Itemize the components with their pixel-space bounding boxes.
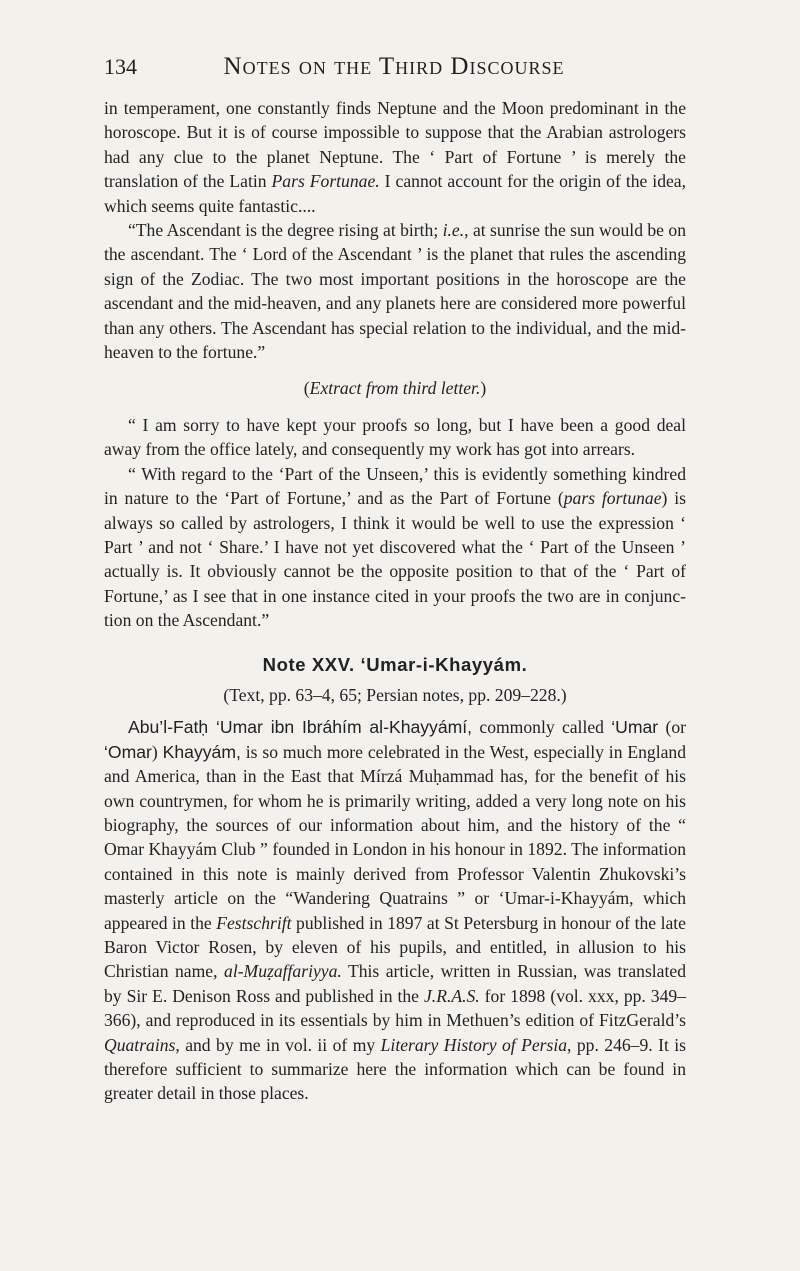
paragraph-part-of-unseen: “ With regard to the ‘Part of the Unseen,’ this is evidently something kindred in nature to the ‘Part of Fortune,’ and as the Part of Fortune (pars fortunae) is always so called by astrologers, I think it would be well to use the expression ‘ Part ’ and not ‘ Share.’ I have not yet discovered what the ‘ Part of the Unseen ’ actually is. It obviously cannot be the opposite position to that of the ‘ Part of Fortune,’ as I see that in one instance cited in your proofs the two are in conjunction on the Ascendant.” — [104, 463, 686, 631]
lead-name: Abu’l-Fatḥ ‘Umar ibn Ibráhím al-Khayyámí, — [128, 717, 473, 738]
note-heading: Note XXV. ‘Umar-i-Khayyám. — [262, 653, 528, 675]
page-number: 134 — [104, 54, 137, 79]
letter-caption: (Extract from third letter.) — [303, 378, 487, 399]
paragraph-neptune: in temperament, one constantly finds Neptune and the Moon predominant in the horoscope. But it is of course impossible to suppose that the Arabian astrologers had any clue to the planet Neptune. The ‘ Part of Fortune ’ is merely the translation of the Latin Pars Fortunae. I cannot account for the origin of the idea, which seems quite fantastic.... — [104, 98, 687, 216]
italic-jras: J.R.A.S. — [423, 985, 480, 1006]
running-head: Notes on the Third Discourse — [223, 53, 565, 80]
page-body — [104, 96, 686, 1106]
italic-pars-fortunae-lower: pars fortunae — [563, 488, 662, 509]
italic-quatrains: Quatrains — [104, 1034, 176, 1055]
paragraph-ascendant: “The Ascendant is the degree rising at birth; i.e., at sunrise the sun would be on the ascendant. The ‘ Lord of the Ascendant ’ is the planet that rules the ascending sign of the Zodiac. The two most important positions in the horoscope are the ascendant and the mid-heaven, and any planets here are considered more powerful than any others. The Ascendant has special relation to the individual, and the mid-heaven to the fortune.” — [104, 220, 686, 363]
italic-pars-fortunae: Pars Fortunae. — [271, 171, 380, 192]
paragraph-sorry: “ I am sorry to have kept your proofs so long, but I have been a good deal away from the office lately, and consequently my work has got into arrears. — [104, 414, 686, 460]
italic-festschrift: Festschrift — [216, 912, 292, 933]
note-subheading: (Text, pp. 63–4, 65; Persian notes, pp. 209–228.) — [223, 684, 567, 705]
italic-ie: i.e. — [442, 220, 465, 241]
italic-muzaffariyya: al-Muẓaffariyya. — [224, 961, 342, 982]
paragraph-umar-khayyam: Abu’l-Fatḥ ‘Umar ibn Ibráhím al-Khayyámí, commonly called ‘Umar (or ‘Omar) Khayyám, is so much more celebrated in the West, especially in England and America, than in the East that Mírzá Muḥammad has, for the benefit of his own countrymen, for whom he is primarily writing, added a very long note on his biography, the sources of our information about him, and the history of the “ Omar Khayyám Club ” founded in London in his honour in 1892. The information contained in this note is mainly derived from Professor Valentin Zhukovski’s masterly article on the “Wandering Quatrains ” or ‘Umar-i-Khayyám, which appeared in the Festschrift published in 1897 at St Petersburg in honour of the late Baron Victor Rosen, by eleven of his pupils, and entitled, in allusion to his Christian name, al-Muẓaffariyya. This article, written in Russian, was translated by Sir E. Denison Ross and published in the J.R.A.S. for 1898 (vol. xxx, pp. 349–366), and reproduced in its essentials by him in Methuen’s edition of FitzGerald’s Quatrains, and by me in vol. ii of my Literary History of Persia, pp. 246–9. It is therefore sufficient to summarize here the information which can be found in greater detail in those places. — [104, 717, 686, 1104]
italic-literary-history: Literary History of Persia — [380, 1034, 568, 1055]
